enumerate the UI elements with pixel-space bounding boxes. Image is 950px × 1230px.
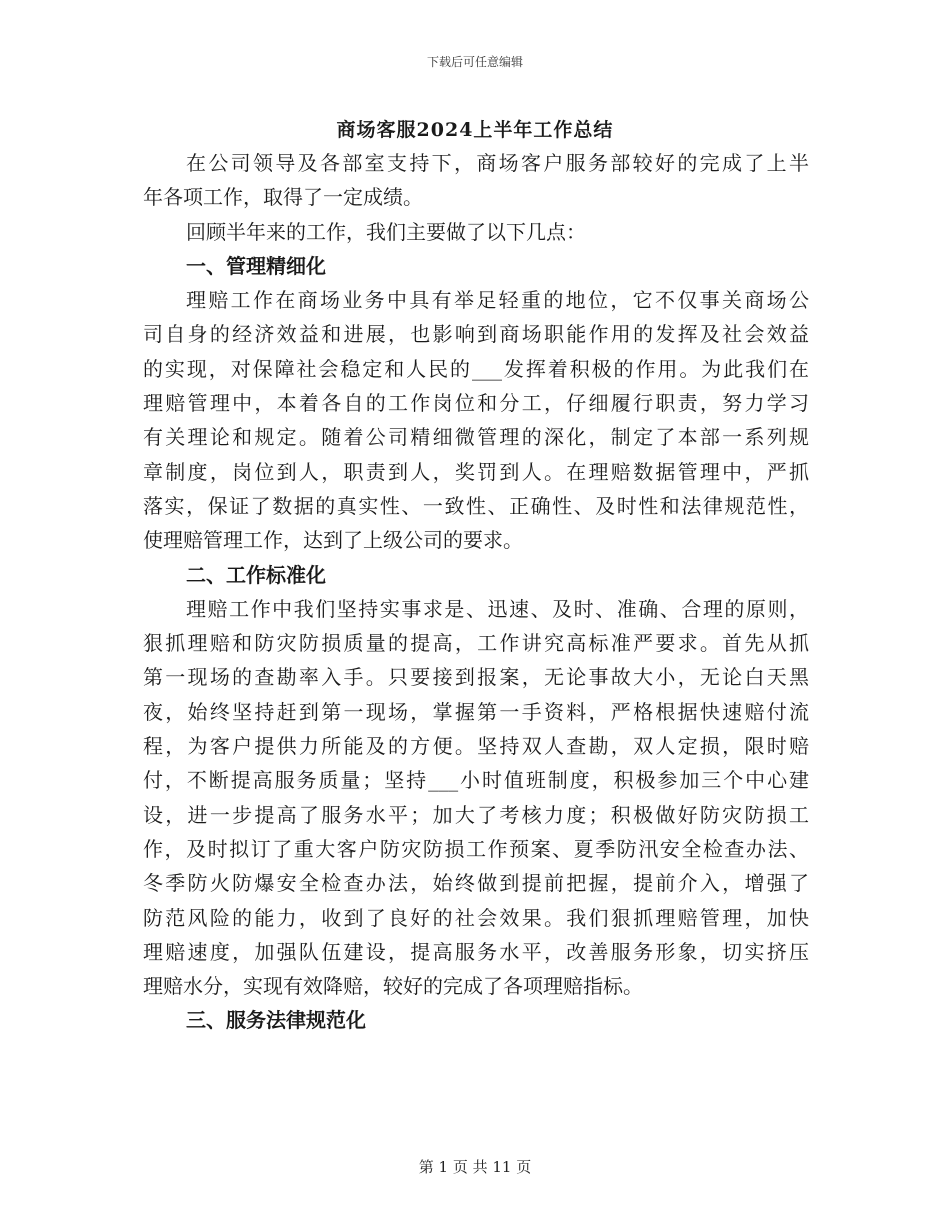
body-text-line: 司自身的经济效益和进展，也影响到商场职能作用的发挥及社会效益 (143, 322, 809, 347)
body-text-line: 冬季防火防爆安全检查办法，始终做到提前把握，提前介入，增强了 (143, 871, 809, 896)
body-text-line: 理赔工作中我们坚持实事求是、迅速、及时、准确、合理的原则， (186, 596, 809, 621)
document-body (143, 146, 809, 1038)
section-heading: 二、工作标准化 (186, 562, 326, 587)
body-text-line: 理赔水分，实现有效降赔，较好的完成了各项理赔指标。 (143, 974, 643, 999)
body-text-line: 理赔管理中，本着各自的工作岗位和分工，仔细履行职责，努力学习 (143, 391, 809, 416)
body-text-line: 有关理论和规定。随着公司精细微管理的深化，制定了本部一系列规 (143, 425, 809, 450)
body-text-line: 理赔速度，加强队伍建设，提高服务水平，改善服务形象，切实挤压 (143, 939, 809, 964)
body-text-line: 落实，保证了数据的真实性、一致性、正确性、及时性和法律规范性， (143, 493, 809, 518)
document-title: 商场客服2024上半年工作总结 (336, 119, 614, 141)
body-text-line: 理赔工作在商场业务中具有举足轻重的地位，它不仅事关商场公 (186, 288, 809, 313)
page-footer: 第 1 页 共 11 页 (418, 1158, 532, 1176)
body-text-line: 回顾半年来的工作，我们主要做了以下几点： (186, 219, 586, 244)
body-text-line: 作，及时拟订了重大客户防灾防损工作预案、夏季防汛安全检查办法、 (143, 836, 809, 861)
body-text-line: 狠抓理赔和防灾防损质量的提高，工作讲究高标准严要求。首先从抓 (143, 631, 809, 656)
body-text-line: 章制度，岗位到人，职责到人，奖罚到人。在理赔数据管理中，严抓 (143, 459, 809, 484)
section-heading: 一、管理精细化 (186, 253, 326, 278)
body-text-line: 使理赔管理工作，达到了上级公司的要求。 (143, 528, 523, 553)
body-text-line: 付，不断提高服务质量；坚持___小时值班制度，积极参加三个中心建 (143, 768, 809, 793)
body-text-line: 设，进一步提高了服务水平；加大了考核力度；积极做好防灾防损工 (143, 802, 809, 827)
body-text-line: 夜，始终坚持赶到第一现场，掌握第一手资料，严格根据快速赔付流 (143, 699, 809, 724)
body-text-line: 年各项工作，取得了一定成绩。 (143, 185, 423, 210)
header-note: 下载后可任意编辑 (426, 55, 523, 69)
body-text-line: 第一现场的查勘率入手。只要接到报案，无论事故大小，无论白天黑 (143, 665, 809, 690)
body-text-line: 在公司领导及各部室支持下，商场客户服务部较好的完成了上半 (186, 151, 809, 175)
section-heading: 三、服务法律规范化 (186, 1008, 366, 1033)
body-text-line: 防范风险的能力，收到了良好的社会效果。我们狠抓理赔管理，加快 (143, 905, 809, 930)
body-text-line: 的实现，对保障社会稳定和人民的___发挥着积极的作用。为此我们在 (143, 356, 809, 381)
body-text-line: 程，为客户提供力所能及的方便。坚持双人查勘，双人定损，限时赔 (143, 734, 809, 759)
